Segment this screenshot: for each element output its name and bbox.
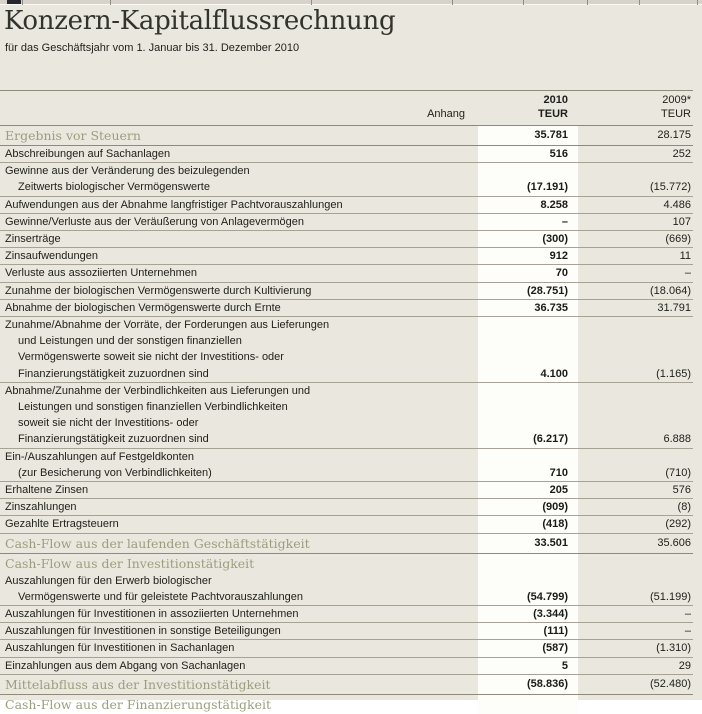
- value-2010: 710: [549, 466, 568, 479]
- row-label-line: Finanzierungstätigkeit zuzuordnen sind: [18, 433, 209, 446]
- value-2009: (52.480): [650, 677, 691, 690]
- table-row: [0, 126, 693, 146]
- row-label: [0, 695, 478, 714]
- row-label-line: Verluste aus assoziierten Unternehmen: [5, 267, 197, 280]
- toolbar-divider: [452, 0, 453, 5]
- table-row: [0, 300, 693, 317]
- table-row: [0, 383, 693, 449]
- table-row: [0, 265, 693, 282]
- row-label: [0, 658, 478, 674]
- value-2010: 205: [549, 484, 568, 497]
- cell-value-2009: [578, 516, 693, 532]
- cell-value-2009: [578, 383, 693, 448]
- row-label-line: Cash-Flow aus der Investitionstätigkeit: [5, 555, 255, 571]
- table-header-year-row: [0, 94, 693, 107]
- table-row: [0, 606, 693, 623]
- toolbar-divider: [639, 0, 640, 5]
- row-label-line: Auszahlungen für Investitionen in sonstige Beteiligungen: [5, 625, 281, 638]
- cell-value-2010: [478, 573, 578, 605]
- value-2009: (8): [677, 501, 691, 514]
- table-row: [0, 640, 693, 657]
- row-label: [0, 231, 478, 247]
- row-label-line: (zur Besicherung von Verbindlichkeiten): [18, 466, 212, 479]
- value-2010: 4.100: [540, 367, 568, 380]
- value-2009: (710): [665, 466, 691, 479]
- cell-value-2010: [478, 146, 578, 162]
- value-2010: (587): [542, 642, 568, 655]
- cell-value-2010: [478, 214, 578, 230]
- page-subtitle: für das Geschäftsjahr vom 1. Januar bis 31. Dezember 2010: [5, 42, 300, 54]
- cell-value-2010: [478, 516, 578, 532]
- cropped-toolbar-strip: [0, 0, 702, 5]
- cell-value-2009: [578, 482, 693, 498]
- row-label-line: Vermögenswerte soweit sie nicht der Investitions- oder: [18, 351, 284, 364]
- row-label: [0, 265, 478, 281]
- value-2010: (111): [543, 625, 568, 638]
- value-2009: (51.199): [650, 590, 691, 603]
- row-label: [0, 623, 478, 639]
- cell-value-2010: [478, 658, 578, 674]
- column-unit-2010: TEUR: [538, 108, 568, 120]
- cell-value-2009: [578, 449, 693, 481]
- cell-value-2010: [478, 231, 578, 247]
- page-title: Konzern-Kapitalflussrechnung: [4, 6, 396, 36]
- row-label: [0, 146, 478, 162]
- row-label-line: Zinszahlungen: [5, 501, 77, 514]
- cell-value-2010: [478, 554, 578, 573]
- value-2009: 31.791: [657, 301, 691, 314]
- cell-value-2010: [478, 283, 578, 299]
- table-header-unit-row: [0, 108, 693, 121]
- table-row: [0, 695, 693, 714]
- cell-value-2010: [478, 300, 578, 316]
- table-row: [0, 449, 693, 482]
- value-2009: (1.310): [656, 642, 691, 655]
- cell-value-2010: [478, 383, 578, 448]
- row-label-line: Gewinne aus der Veränderung des beizulegenden: [5, 165, 250, 178]
- row-label-line: Abnahme der biologischen Vermögenswerte durch Ernte: [5, 301, 281, 314]
- column-header-2010: 2010: [543, 94, 568, 106]
- row-label: [0, 383, 478, 448]
- cell-value-2009: [578, 126, 693, 145]
- row-label: [0, 573, 478, 605]
- row-label: [0, 126, 478, 145]
- row-label: [0, 300, 478, 316]
- value-2009: (18.064): [650, 284, 691, 297]
- value-2009: –: [684, 625, 691, 638]
- value-2010: (54.799): [527, 590, 568, 603]
- cell-value-2010: [478, 265, 578, 281]
- cell-value-2010: [478, 197, 578, 213]
- row-label-line: Zunahme der biologischen Vermögenswerte durch Kultivierung: [5, 284, 312, 297]
- cell-value-2010: [478, 499, 578, 515]
- row-label-line: und Leistungen und der sonstigen finanziellen: [18, 335, 242, 348]
- value-2009: 29: [678, 659, 691, 672]
- value-2010: (58.836): [527, 677, 568, 690]
- row-label: [0, 197, 478, 213]
- header-spacer: [0, 94, 478, 107]
- row-label-line: soweit sie nicht der Investitions- oder: [18, 417, 199, 430]
- row-label-line: Leistungen und sonstigen finanziellen Verbindlichkeiten: [18, 401, 288, 414]
- value-2009: 35.606: [657, 536, 691, 549]
- cell-value-2010: [478, 640, 578, 656]
- table-row: [0, 499, 693, 516]
- toolbar-divider: [110, 0, 111, 5]
- cell-value-2009: [578, 623, 693, 639]
- row-label-line: Auszahlungen für Investitionen in Sachanlagen: [5, 642, 235, 655]
- value-2010: (909): [542, 501, 568, 514]
- cell-value-2009: [578, 146, 693, 162]
- toolbar-divider: [311, 0, 312, 5]
- row-label-line: Zunahme/Abnahme der Vorräte, der Forderungen aus Lieferungen: [5, 319, 330, 332]
- cell-value-2009: [578, 197, 693, 213]
- table-row: [0, 658, 693, 675]
- row-label-line: Ein-/Auszahlungen auf Festgeldkonten: [5, 450, 194, 463]
- cropped-toolbar-icon: [7, 0, 21, 4]
- cell-value-2009: [578, 214, 693, 230]
- row-label-line: Auszahlungen für Investitionen in assoziierten Unternehmen: [5, 608, 299, 621]
- value-2010: (300): [542, 233, 568, 246]
- cell-value-2009: [578, 499, 693, 515]
- row-label: [0, 449, 478, 481]
- cell-value-2009: [578, 554, 693, 573]
- row-label-line: Finanzierungstätigkeit zuzuordnen sind: [18, 367, 209, 380]
- value-2009: 107: [672, 215, 691, 228]
- row-label-line: Aufwendungen aus der Abnahme langfristiger Pachtvorauszahlungen: [5, 198, 343, 211]
- value-2009: 6.888: [663, 433, 691, 446]
- table-row: [0, 146, 693, 163]
- row-label-line: Cash-Flow aus der laufenden Geschäftstätigkeit: [5, 535, 310, 551]
- value-2010: (17.191): [527, 181, 568, 194]
- row-label-line: Erhaltene Zinsen: [5, 484, 89, 497]
- table-row: [0, 573, 693, 606]
- table-row: [0, 675, 693, 695]
- toolbar-divider: [523, 0, 524, 5]
- value-2009: (292): [665, 518, 691, 531]
- row-label-line: Zinsaufwendungen: [5, 250, 98, 263]
- value-2009: (15.772): [650, 181, 691, 194]
- cell-value-2010: [478, 606, 578, 622]
- row-label: [0, 283, 478, 299]
- column-unit-2009: TEUR: [661, 108, 691, 120]
- cell-value-2010: [478, 623, 578, 639]
- row-label-line: Gezahlte Ertragsteuern: [5, 518, 119, 531]
- cell-value-2009: [578, 658, 693, 674]
- cell-value-2009: [578, 231, 693, 247]
- table-row: [0, 554, 693, 573]
- table-row: [0, 516, 693, 533]
- value-2010: 516: [549, 148, 568, 160]
- table-row: [0, 534, 693, 554]
- value-2009: 576: [672, 484, 691, 497]
- cell-value-2010: [478, 534, 578, 553]
- row-label: [0, 554, 478, 573]
- cell-value-2009: [578, 695, 693, 714]
- cell-value-2009: [578, 606, 693, 622]
- row-label-line: Cash-Flow aus der Finanzierungstätigkeit: [5, 696, 272, 712]
- value-2010: (3.344): [533, 608, 568, 621]
- row-label: [0, 317, 478, 382]
- table-row: [0, 197, 693, 214]
- table-row: [0, 231, 693, 248]
- value-2010: 33.501: [534, 536, 568, 549]
- value-2010: 35.781: [534, 129, 568, 141]
- cell-value-2010: [478, 317, 578, 382]
- column-header-anhang: Anhang: [427, 108, 465, 120]
- value-2009: (1.165): [656, 367, 691, 380]
- table-row: [0, 163, 693, 196]
- column-header-2009: 2009*: [662, 94, 691, 106]
- cell-value-2009: [578, 283, 693, 299]
- cell-value-2009: [578, 675, 693, 694]
- row-label: [0, 516, 478, 532]
- table-row: [0, 283, 693, 300]
- value-2009: 252: [672, 148, 691, 160]
- row-label: [0, 675, 478, 694]
- cell-value-2010: [478, 126, 578, 145]
- row-label: [0, 606, 478, 622]
- value-2010: (418): [542, 518, 568, 531]
- table-row: [0, 482, 693, 499]
- row-label-line: Zeitwerts biologischer Vermögenswerte: [18, 181, 210, 194]
- cell-value-2009: [578, 317, 693, 382]
- value-2010: (6.217): [533, 433, 568, 446]
- row-label-line: Zinserträge: [5, 233, 61, 246]
- value-2009: (669): [665, 233, 691, 246]
- row-label: [0, 163, 478, 195]
- row-label-line: Vermögenswerte und für geleistete Pachtvorauszahlungen: [18, 590, 303, 603]
- row-label: [0, 482, 478, 498]
- table-row: [0, 248, 693, 265]
- cell-value-2010: [478, 675, 578, 694]
- cell-value-2010: [478, 449, 578, 481]
- toolbar-divider: [587, 0, 588, 5]
- row-label: [0, 499, 478, 515]
- table-row: [0, 317, 693, 383]
- value-2009: 11: [679, 250, 691, 263]
- cell-value-2009: [578, 300, 693, 316]
- value-2009: 4.486: [663, 198, 691, 211]
- table-header: [0, 90, 693, 126]
- value-2010: 912: [549, 250, 568, 263]
- row-label-line: Ergebnis vor Steuern: [5, 128, 141, 143]
- value-2009: –: [684, 608, 691, 621]
- table-row: [0, 214, 693, 231]
- cell-value-2009: [578, 265, 693, 281]
- cell-value-2009: [578, 248, 693, 264]
- value-2010: 36.735: [534, 301, 568, 314]
- value-2010: 70: [555, 267, 568, 280]
- cell-value-2010: [478, 248, 578, 264]
- value-2009: 28.175: [657, 129, 691, 141]
- cell-value-2009: [578, 163, 693, 195]
- row-label: [0, 640, 478, 656]
- cell-value-2010: [478, 695, 578, 714]
- row-label-line: Mittelabfluss aus der Investitionstätigkeit: [5, 676, 271, 692]
- row-label-line: Einzahlungen aus dem Abgang von Sachanlagen: [5, 659, 246, 672]
- row-label: [0, 248, 478, 264]
- row-label: [0, 534, 478, 553]
- table-body: [0, 126, 693, 714]
- toolbar-divider: [22, 0, 23, 5]
- row-label-line: Abnahme/Zunahme der Verbindlichkeiten aus Lieferungen und: [5, 384, 311, 397]
- value-2010: (28.751): [527, 284, 568, 297]
- cell-value-2010: [478, 482, 578, 498]
- table-row: [0, 623, 693, 640]
- value-2009: –: [684, 267, 691, 280]
- value-2010: 5: [561, 659, 568, 672]
- cell-value-2009: [578, 573, 693, 605]
- cell-value-2009: [578, 640, 693, 656]
- cell-value-2009: [578, 534, 693, 553]
- row-label-line: Abschreibungen auf Sachanlagen: [5, 148, 171, 160]
- row-label-line: Gewinne/Verluste aus der Veräußerung von Anlagevermögen: [5, 215, 305, 228]
- row-label: [0, 214, 478, 230]
- toolbar-divider: [697, 0, 698, 5]
- cashflow-table: [0, 90, 693, 714]
- value-2010: –: [561, 215, 568, 228]
- row-label-line: Auszahlungen für den Erwerb biologischer: [5, 574, 212, 587]
- cell-value-2010: [478, 163, 578, 195]
- value-2010: 8.258: [540, 198, 568, 211]
